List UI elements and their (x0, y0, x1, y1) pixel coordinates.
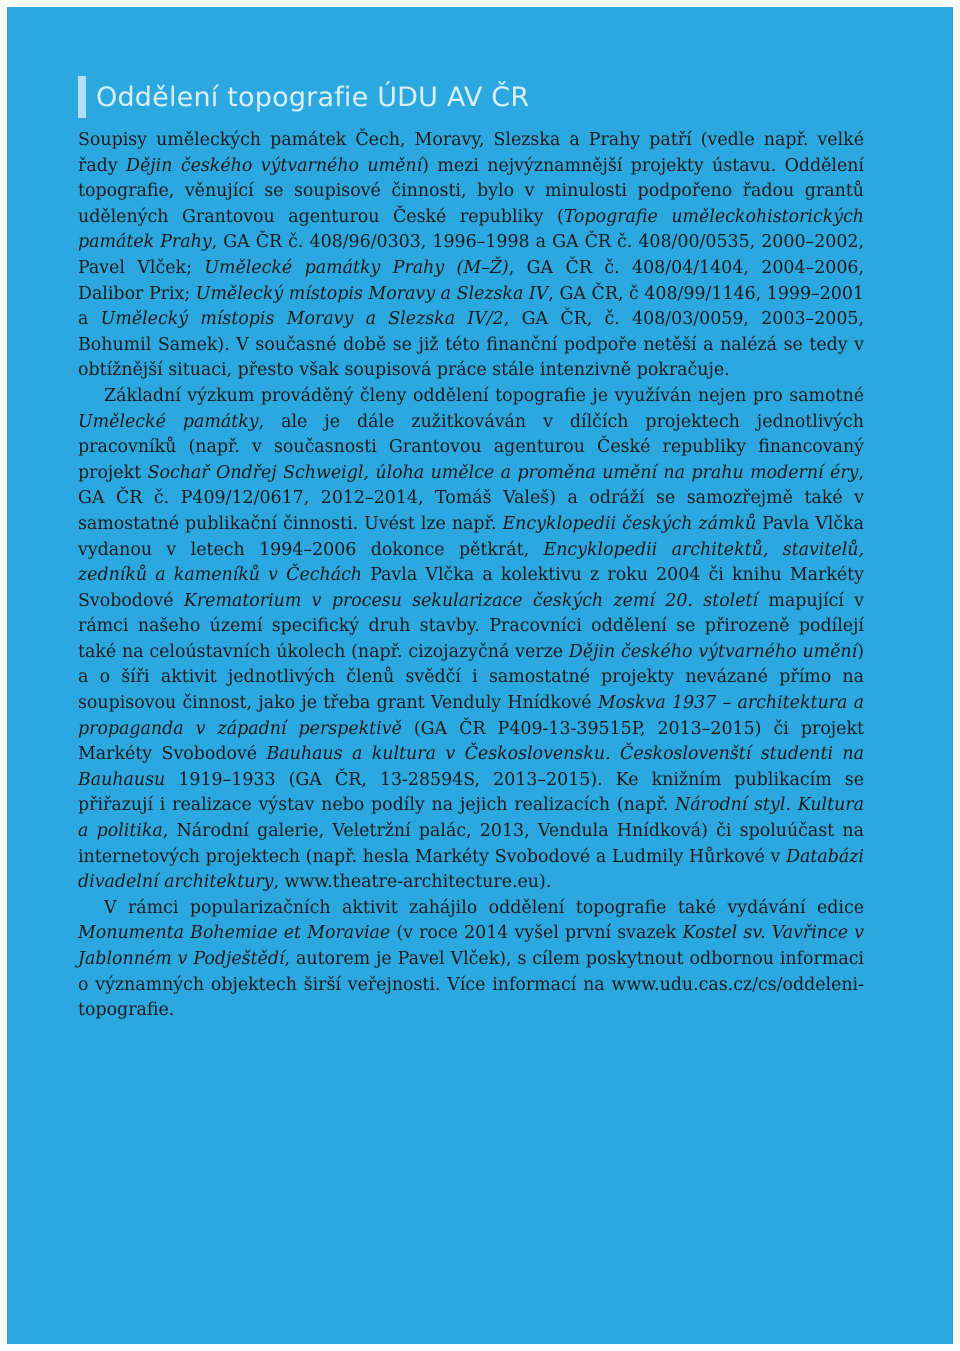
italic-title-text: Umělecký místopis Moravy a Slezska IV/2 (100, 309, 504, 330)
italic-title-text: Topografie uměleckohistorických památek Prahy (78, 206, 865, 253)
paragraph-text: Pavla Vlčka vydanou v letech 1994–2006 dokonce pětkrát, (78, 513, 864, 560)
paragraph-text: (GA ČR P409-13-39515P, 2013–2015) či projekt Markéty Svobodové (78, 718, 865, 765)
paragraph-text: , GA ČR, č 408/99/1146, 1999–2001 a (78, 283, 864, 330)
italic-title-text: Sochař Ondřej Schweigl, úloha umělce a proměna umění na prahu moderní éry (147, 462, 859, 483)
paragraph-text: , GA ČR č. 408/04/1404, 2004–2006, Dalibor Prix; (78, 257, 864, 304)
italic-title-text: Umělecké památky Prahy (M–Ž) (204, 257, 509, 278)
paragraph-text: Soupisy uměleckých památek Čech, Moravy, Slezska a Prahy patří (vedle např. velké řady (78, 130, 864, 176)
italic-title-text: Umělecké památky (78, 411, 259, 432)
paragraph-text: 1919–1933 (GA ČR, 13-28594S, 2013–2015). Ke knižním publikacím se přiřazují i realizace výstav nebo podíly na jejich realizacích (např. (78, 769, 864, 816)
paragraph-text: Pavla Vlčka a kolektivu z roku 2004 či knihu Markéty Svobodové (78, 565, 864, 611)
italic-title-text: Bauhaus a kultura v Československu. Českoslovenští studenti na Bauhausu (78, 744, 865, 790)
paragraph-text: , autorem je Pavel Vlček), s cílem poskytnout odbornou informaci o významných objektech širší veřejnosti. Více informací na www.udu.cas.cz/cs/oddeleni-topografie. (78, 949, 864, 1021)
paragraph (78, 384, 864, 896)
paragraph-text: , GA ČR, č. 408/03/0059, 2003–2005, Bohumil Samek). V současné době se již této finanční podpoře netěší a nalézá se tedy v obtížnější situaci, přesto však soupisová práce stále intenzivně pokračuje. (78, 309, 864, 381)
paragraph (78, 128, 864, 384)
italic-title-text: Encyklopedii architektů, stavitelů, zedníků a kameníků v Čechách (78, 539, 864, 586)
body-text (78, 128, 864, 1024)
italic-title-text: Dějin českého výtvarného umění (568, 641, 858, 662)
italic-title-text: Encyklopedii českých zámků (502, 513, 757, 534)
paragraph-text: , Národní galerie, Veletržní palác, 2013, Vendula Hnídková) či spoluúčast na internetových projektech (např. hesla Markéty Svobodové a Ludmily Hůrkové v (78, 821, 864, 867)
heading-accent-bar (78, 76, 86, 118)
italic-title-text: Databázi divadelní architektury (78, 846, 864, 893)
paragraph-text: V rámci popularizačních aktivit zahájilo oddělení topografie také vydávání edice (104, 897, 864, 918)
italic-title-text: Umělecký místopis Moravy a Slezska IV (195, 283, 549, 304)
italic-title-text: Dějin českého výtvarného umění (126, 155, 423, 176)
italic-title-text: Národní styl. Kultura a politika (78, 795, 864, 842)
paragraph-text: Základní výzkum prováděný členy oddělení topografie je využíván nejen pro samotné (104, 385, 864, 406)
italic-title-text: Kostel sv. Vavřince v Jablonném v Podještědí (78, 923, 864, 969)
paragraph-text: , www.theatre-architecture.eu). (273, 872, 552, 893)
italic-title-text: Moskva 1937 – architektura a propaganda v západní perspektivě (78, 693, 864, 739)
paragraph-text: , GA ČR č. P409/12/0617, 2012–2014, Tomáš Valeš) a odráží se samozřejmě také v samostatné publikační činnosti. Uvést lze např. (78, 462, 864, 534)
paragraph-text: , GA ČR č. 408/96/0303, 1996–1998 a GA ČR č. 408/00/0535, 2000–2002, Pavel Vlček; (78, 232, 864, 278)
italic-title-text: Krematorium v procesu sekularizace českých zemí 20. století (183, 590, 759, 611)
italic-title-text: Monumenta Bohemiae et Moraviae (78, 923, 391, 944)
paragraph-text: mapující v rámci našeho území specifický druh stavby. Pracovníci oddělení se přirozeně podílejí také na celoústavních úkolech (např. cizojazyčná verze (78, 590, 865, 662)
paragraph-text: (v roce 2014 vyšel první svazek (390, 923, 683, 944)
paragraph-text: ) mezi nejvýznamnější projekty ústavu. Oddělení topografie, věnující se soupisové činnosti, bylo v minulosti podpořeno řadou grantů udělených Grantovou agenturou České republiky ( (78, 155, 864, 227)
paragraph (78, 896, 864, 1024)
paragraph-text: , ale je dále zužitkováván v dílčích projektech jednotlivých pracovníků (např. v současnosti Grantovou agenturou České republiky financovaný projekt (78, 411, 864, 483)
heading-title: Oddělení topografie ÚDU AV ČR (96, 81, 530, 113)
section-heading (78, 74, 529, 120)
paragraph-text: ) a o šíři aktivit jednotlivých členů svědčí i samostatné projekty nevázané přímo na soupisovou činnost, jako je třeba grant Venduly Hnídkové (78, 641, 864, 714)
